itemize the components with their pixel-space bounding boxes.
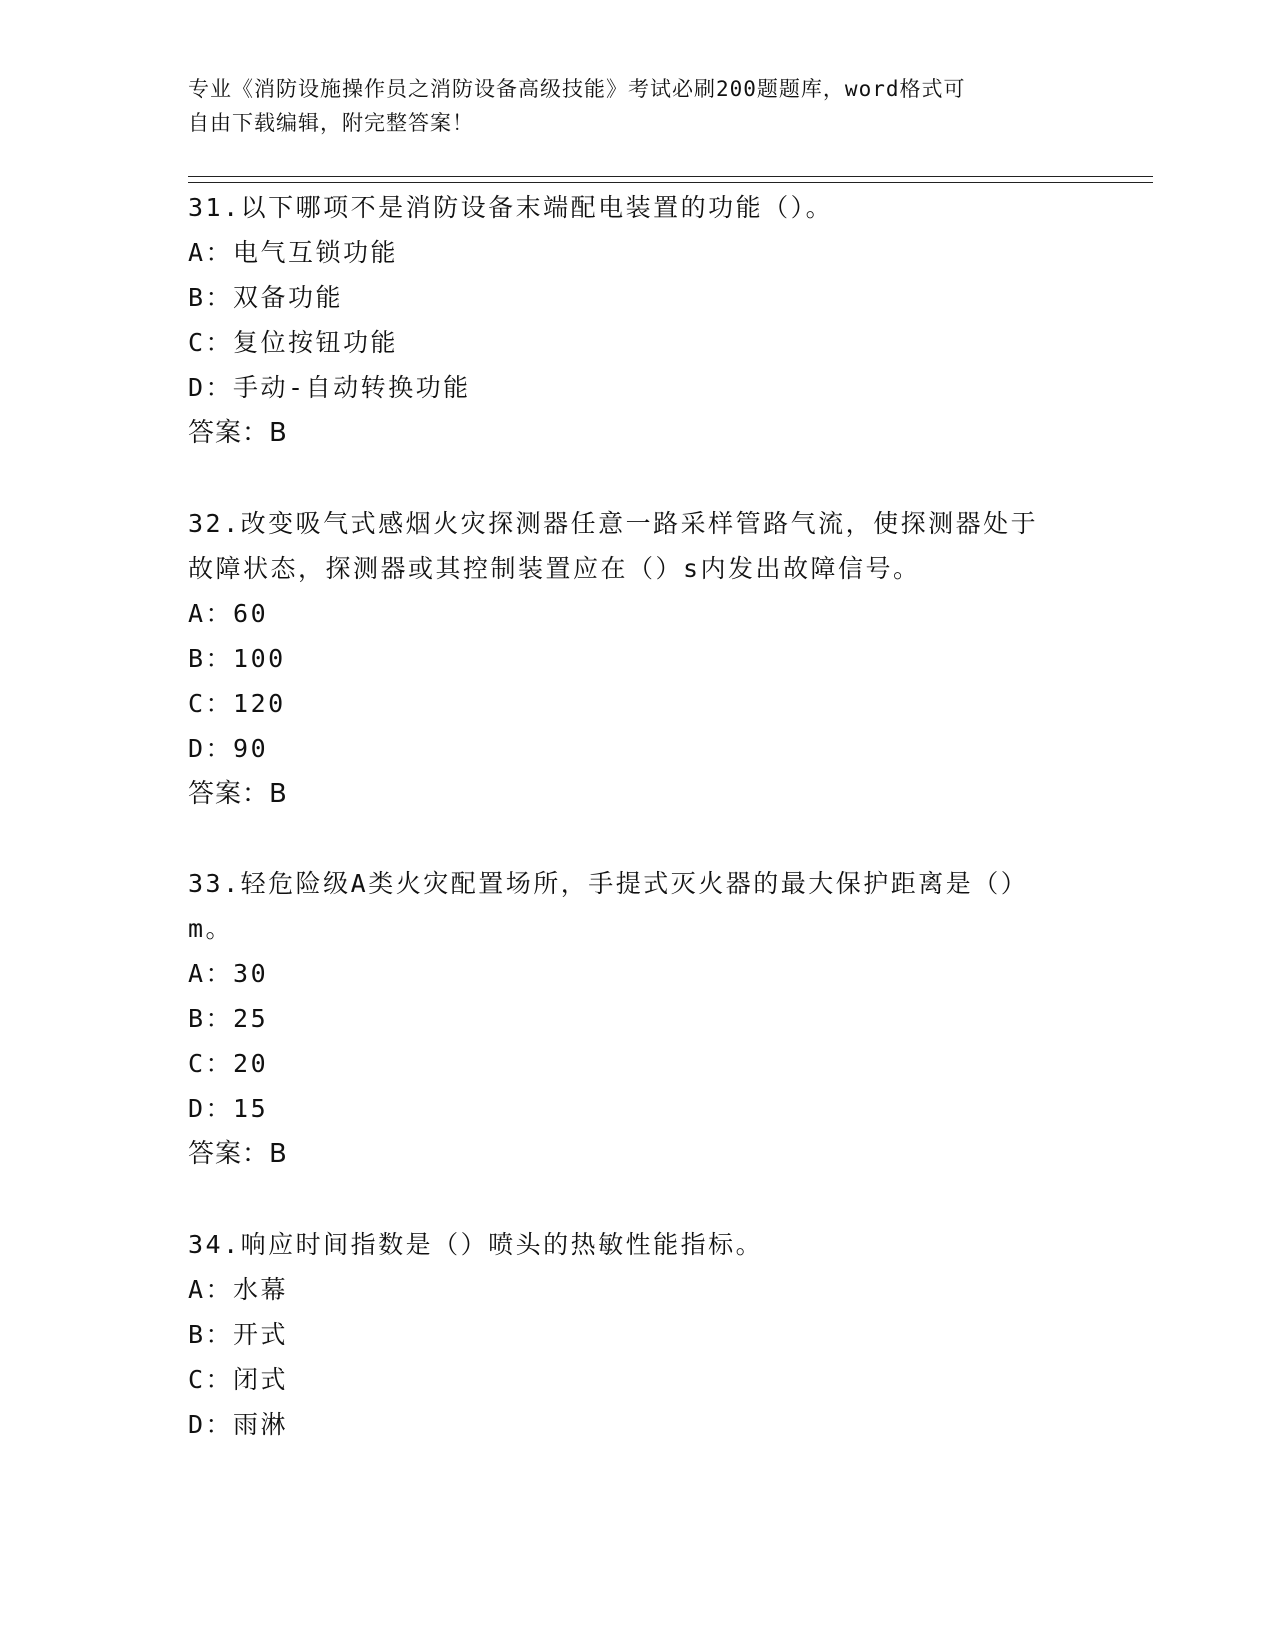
answer: 答案：B — [188, 418, 288, 448]
option-a: A：60 — [188, 599, 269, 628]
document-header — [188, 72, 1088, 140]
option-a: A：水幕 — [188, 1275, 289, 1304]
option-d: D：15 — [188, 1094, 269, 1123]
question-stem: 33.轻危险级A类火灾配置场所，手提式灭火器的最大保护距离是（） — [188, 869, 1029, 898]
option-c: C：闭式 — [188, 1365, 289, 1394]
option-b: B：25 — [188, 1004, 269, 1033]
option-d: D：雨淋 — [188, 1410, 289, 1439]
question-stem: 34.响应时间指数是（）喷头的热敏性能指标。 — [188, 1230, 764, 1259]
option-c: C：20 — [188, 1049, 269, 1078]
question-stem: 32.改变吸气式感烟火灾探测器任意一路采样管路气流，使探测器处于 — [188, 509, 1039, 538]
option-b: B：100 — [188, 644, 286, 673]
question-stem: 31.以下哪项不是消防设备末端配电装置的功能（）。 — [188, 193, 834, 222]
question-stem-continued: 故障状态，探测器或其控制装置应在（）s内发出故障信号。 — [188, 554, 921, 583]
header-line-1: 专业《消防设施操作员之消防设备高级技能》考试必刷200题题库，word格式可 — [188, 77, 966, 101]
header-divider-bottom — [188, 182, 1153, 183]
answer: 答案：B — [188, 779, 288, 809]
question-stem-continued: m。 — [188, 914, 234, 943]
option-b: B：开式 — [188, 1320, 289, 1349]
option-b: B：双备功能 — [188, 283, 344, 312]
header-divider-top — [188, 176, 1153, 177]
answer: 答案：B — [188, 1139, 288, 1169]
option-a: A：电气互锁功能 — [188, 238, 399, 267]
option-d: D：手动-自动转换功能 — [188, 373, 471, 402]
header-line-2: 自由下载编辑，附完整答案！ — [188, 111, 474, 135]
option-a: A：30 — [188, 959, 269, 988]
option-c: C：120 — [188, 689, 286, 718]
option-c: C：复位按钮功能 — [188, 328, 399, 357]
option-d: D：90 — [188, 734, 269, 763]
